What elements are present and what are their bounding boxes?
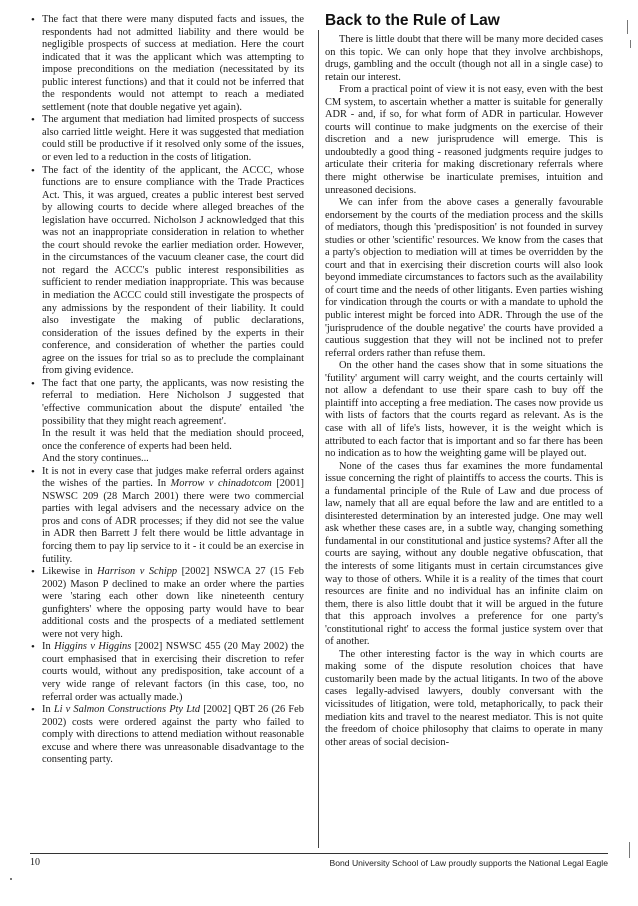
bullet-text: The fact of the identity of the applicant, the ACCC, whose functions are to ensure compliance with the Trade Practices Act. This, it was argued, creates a public interest best served by allowing courts to decide where alleged breaches of the legislation have occurred. Nicholson J acknowledged that this was not an inappropriate consideration in relation to whether the court should revoke the earlier mediation order. However, in the circumstances of the vacuum cleaner case, the court did not regard the ACCC's public interest responsibilities as sufficient to render mediation inappropriate. This was because in mediation the ACCC could still investigate the prospects of any admissions by the respondent of their liability. It could also investigate the making of public declarations, consideration of the issues defined by the experts in their conference, and consideration of whether the parties could agree on the issues for trial so as to preclude the complainant from giving evidence.	[42, 164, 304, 377]
bullet-text: [2002] NSWCA 27 (15 Feb 2002) Mason P declined to make an order where the parties were 'staring each other down like nineteenth century gunfighters' where the opposing party would have to bear additional costs and the prospects of a mediated settlement were not very high.	[42, 566, 304, 640]
scan-artifact	[629, 842, 630, 858]
bullet-text: The argument that mediation had limited prospects of success also carried little weight. Here it was suggested that mediation could still be productive if it resolved only some of the issues, or even led to a reduction in the costs of litigation.	[42, 114, 304, 164]
bullet-item	[30, 165, 304, 378]
column-divider	[318, 30, 319, 848]
section-heading: Back to the Rule of Law	[325, 12, 500, 29]
body-paragraph: On the other hand the cases show that in some situations the 'futility' argument will carry weight, and the courts certainly will not allow a defendant to use their spare cash to buy off the plaintiff into accepting a free mediation. The cases now provide us with lists of factors that the courts regard as relevant. As is the case with all of life's lists, however, it is the weight which is attributed to each factor that is important and so far there has been no indication as to how the weighting game will be played out.	[325, 360, 603, 460]
continuation-text: And the story continues...	[42, 453, 149, 465]
case-name: Harrison v Schipp	[97, 566, 178, 578]
continuation-text: In the result it was held that the mediation should proceed, once the conference of experts had been held.	[42, 428, 304, 452]
case-name: Higgins v Higgins	[54, 641, 132, 653]
body-paragraph: The other interesting factor is the way in which courts are making some of the dispute resolution choices that have customarily been made by the actual litigants. In two of the above cases legally-advised lawyers, doubly conversant with the vicissitudes of litigation, were told, metaphorically, to pack their mediation kits and travel to the nearest mediator. This is not quite the freedom of choice philosophy that claims to operate in many other areas of social decision-	[325, 648, 603, 748]
bullet-text: The fact that there were many disputed facts and issues, the respondents had not admitted liability and there would be negligible prospects of success at mediation. Here the court indicated that it was the applicant which was attempting to impose preconditions on the mediation (necessitated by its public interest functions) and that it could not be inferred that the respondents would not attempt to reach a mediated settlement (note that double negative yet again).	[42, 14, 304, 113]
bullet-list-1	[30, 14, 304, 428]
bullet-text: Likewise in	[42, 566, 98, 578]
page-footer	[30, 853, 608, 870]
bullet-item	[30, 378, 304, 428]
right-column	[325, 12, 603, 749]
case-name: Li v Salmon Constructions Pty Ltd	[53, 704, 201, 716]
bullet-item	[30, 14, 304, 114]
bullet-item	[30, 466, 304, 566]
scan-artifact	[10, 878, 12, 880]
bullet-list-2	[30, 466, 304, 767]
case-name: Morrow v chinadotcom	[170, 478, 272, 490]
scan-artifact	[630, 40, 631, 48]
bullet-text: [2002] QBT 26 (26 Feb 2002) costs were ordered against the party who failed to comply with directions to attend mediation without reasonable excuse and where there was unreasonable disadvantage to the consenting party.	[42, 704, 304, 766]
body-paragraph: From a practical point of view it is not easy, even with the best CM system, to ascertain whether a matter is suitable for generally ADR - and, if so, for what form of ADR in particular. However courts will continue to make judgments on the exercise of their discretion and a new jurisprudence will emerge. This is undoubtedly a good thing - reasoned judgments require judges to articulate their criteria for making discretionary referrals where there might otherwise be inarticulate premises, intuition and unreasoned decisions.	[325, 84, 603, 196]
bullet-item	[30, 114, 304, 164]
right-body	[325, 34, 603, 749]
body-paragraph: We can infer from the above cases a generally favourable endorsement by the courts of the mediation process and the skills of mediators, though this 'predisposition' is not founded in survey studies or other 'scientific' resources. We know from the cases that a party's objection to mediation will at times be overridden by the court and that in exercising their discretion courts will also look beyond immediate circumstances to factors such as the availability of court time and the needs of other litigants. Even parties wishing for vindication through the courts or with a mandate to uphold the public interest might be forced into ADR. Through the use of the 'jurisprudence of the double negative' the courts have provided a cautious suggestion that they will not be inclined not to prefer referral orders rather than refuse them.	[325, 197, 603, 359]
bullet-text: In	[42, 704, 54, 716]
bullet-item	[30, 704, 304, 767]
page-number: 10	[30, 857, 40, 868]
bullet-text: The fact that one party, the applicants, was now resisting the referral to mediation. Here Nicholson J suggested that 'effective communication about the dispute' entailed 'the possibility that they might reach agreement'.	[42, 377, 304, 427]
bullet-text: It is not in every case that judges make referral orders against the wishes of the parties. In	[42, 465, 304, 490]
body-paragraph: There is little doubt that there will be many more decided cases on this topic. We can only hope that they involve archbishops, drugs, gambling and the occult (though not all in a single case) to retain our interest.	[325, 34, 603, 83]
body-paragraph: None of the cases thus far examines the more fundamental issue concerning the right of plaintiffs to access the courts. This is a fundamental principle of the Rule of Law and due process of law, namely that all are equal before the law and are entitled to a disinterested determination by an interested judge. One may well ask whether these cases are, in a subtle way, changing something fundamental in our constitutional and justice systems? After all the courts are saying, without any double negative obfuscation, that the interests of some litigants must in certain circumstances give way to those of others. While it is a reality of the times that court resources are finite and no individual has an infinite claim on them, there is also little doubt that it will be argued in the future that this approach involves a preference for one party's 'constitutional right' to access the formal justice system over that of another.	[325, 460, 603, 648]
left-column	[30, 14, 304, 767]
scan-artifact	[627, 20, 628, 34]
bullet-text: In	[42, 641, 55, 653]
bullet-item	[30, 641, 304, 704]
bullet-item	[30, 566, 304, 641]
footer-note: Bond University School of Law proudly supports the National Legal Eagle	[329, 858, 608, 868]
bullet-text: [2002] NSWSC 455 (20 May 2002) the court emphasised that in exercising their discretion to refer courts would, without any predisposition, take account of a very wide range of relevant factors (in this case, too, no referral order was actually made.)	[42, 641, 304, 703]
bullet-text: [2001] NSWSC 209 (28 March 2001) there were two commercial parties with legal advisers and the necessary advice on the pros and cons of ADR processes; if they did not see the value in ADR then Barrett J felt there would be little advantage in forcing them to pay lip service to it - it could be an exercise in futility.	[42, 478, 304, 565]
